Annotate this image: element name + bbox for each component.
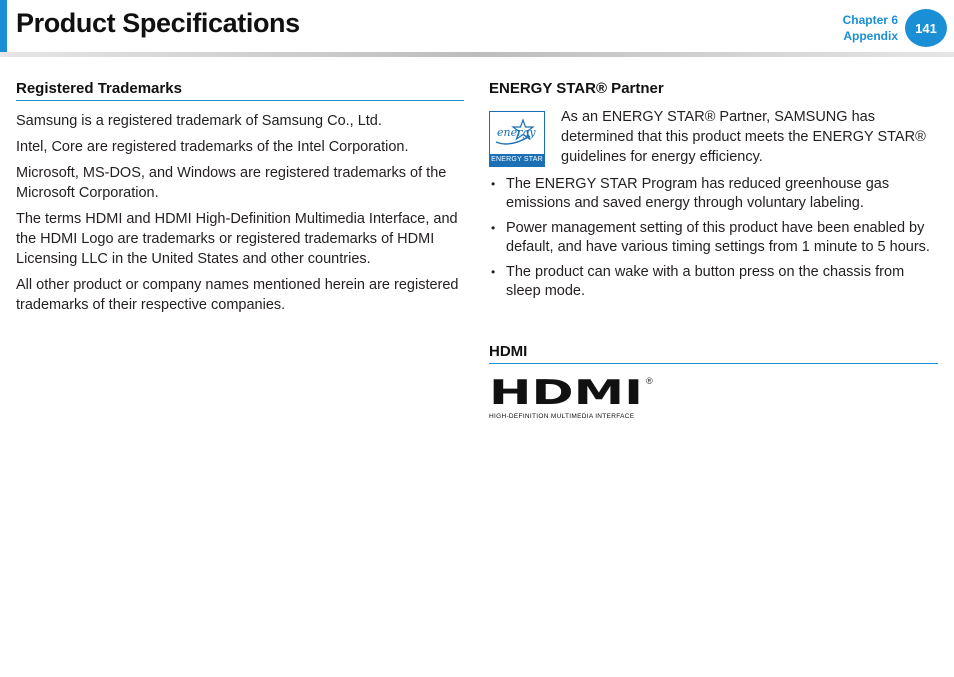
energy-star-bullet-list xyxy=(489,175,938,301)
hdmi-registered-mark: ® xyxy=(646,376,653,386)
trademark-paragraph: All other product or company names mentioned herein are registered trademarks of their respective companies. xyxy=(16,277,459,313)
energy-star-heading: ENERGY STAR® Partner xyxy=(489,80,664,97)
page-title: Product Specifications xyxy=(16,8,300,38)
right-column xyxy=(489,78,938,420)
header-accent-bar xyxy=(0,0,7,52)
list-item: • Power management setting of this product have been enabled by default, and have various timing settings from 1 minute to 5 hours. xyxy=(489,219,938,257)
hdmi-heading: HDMI xyxy=(489,341,938,364)
energy-star-intro-row xyxy=(489,107,938,167)
list-item: • The ENERGY STAR Program has reduced greenhouse gas emissions and saved energy through voluntary labeling. xyxy=(489,175,938,213)
list-item: • The product can wake with a button press on the chassis from sleep mode. xyxy=(489,263,938,301)
trademarks-column xyxy=(16,78,464,321)
page-number-badge: 141 xyxy=(905,9,947,47)
hdmi-wordmark-icon xyxy=(489,377,645,407)
energy-star-logo-label: ENERGY STAR xyxy=(490,154,544,166)
hdmi-logo-text: HDMI xyxy=(489,377,643,407)
energy-star-script-text: energy xyxy=(497,126,536,139)
trademark-paragraph: The terms HDMI and HDMI High-Definition Multimedia Interface, and the HDMI Logo are trademarks or registered trademarks of HDMI Licensing LLC in the United States and other countries. xyxy=(16,211,458,267)
energy-star-intro: As an ENERGY STAR® Partner, SAMSUNG has determined that this product meets the ENERGY STAR® guidelines for energy efficiency. xyxy=(561,109,926,165)
energy-star-logo xyxy=(489,111,545,167)
chapter-number: Chapter 6 xyxy=(842,13,898,27)
hdmi-logo-tagline: HIGH-DEFINITION MULTIMEDIA INTERFACE xyxy=(489,413,635,420)
trademark-paragraph: Microsoft, MS-DOS, and Windows are registered trademarks of the Microsoft Corporation. xyxy=(16,165,447,201)
trademarks-heading: Registered Trademarks xyxy=(16,78,464,101)
trademarks-body xyxy=(16,111,464,315)
energy-star-mark-icon xyxy=(490,112,544,154)
chapter-section: Appendix xyxy=(843,29,898,43)
trademark-paragraph: Samsung is a registered trademark of Samsung Co., Ltd. xyxy=(16,113,382,129)
trademark-paragraph: Intel, Core are registered trademarks of the Intel Corporation. xyxy=(16,139,409,155)
chapter-label xyxy=(843,12,898,44)
hdmi-section xyxy=(489,341,938,420)
hdmi-logo xyxy=(489,376,659,420)
header-divider xyxy=(0,52,954,57)
